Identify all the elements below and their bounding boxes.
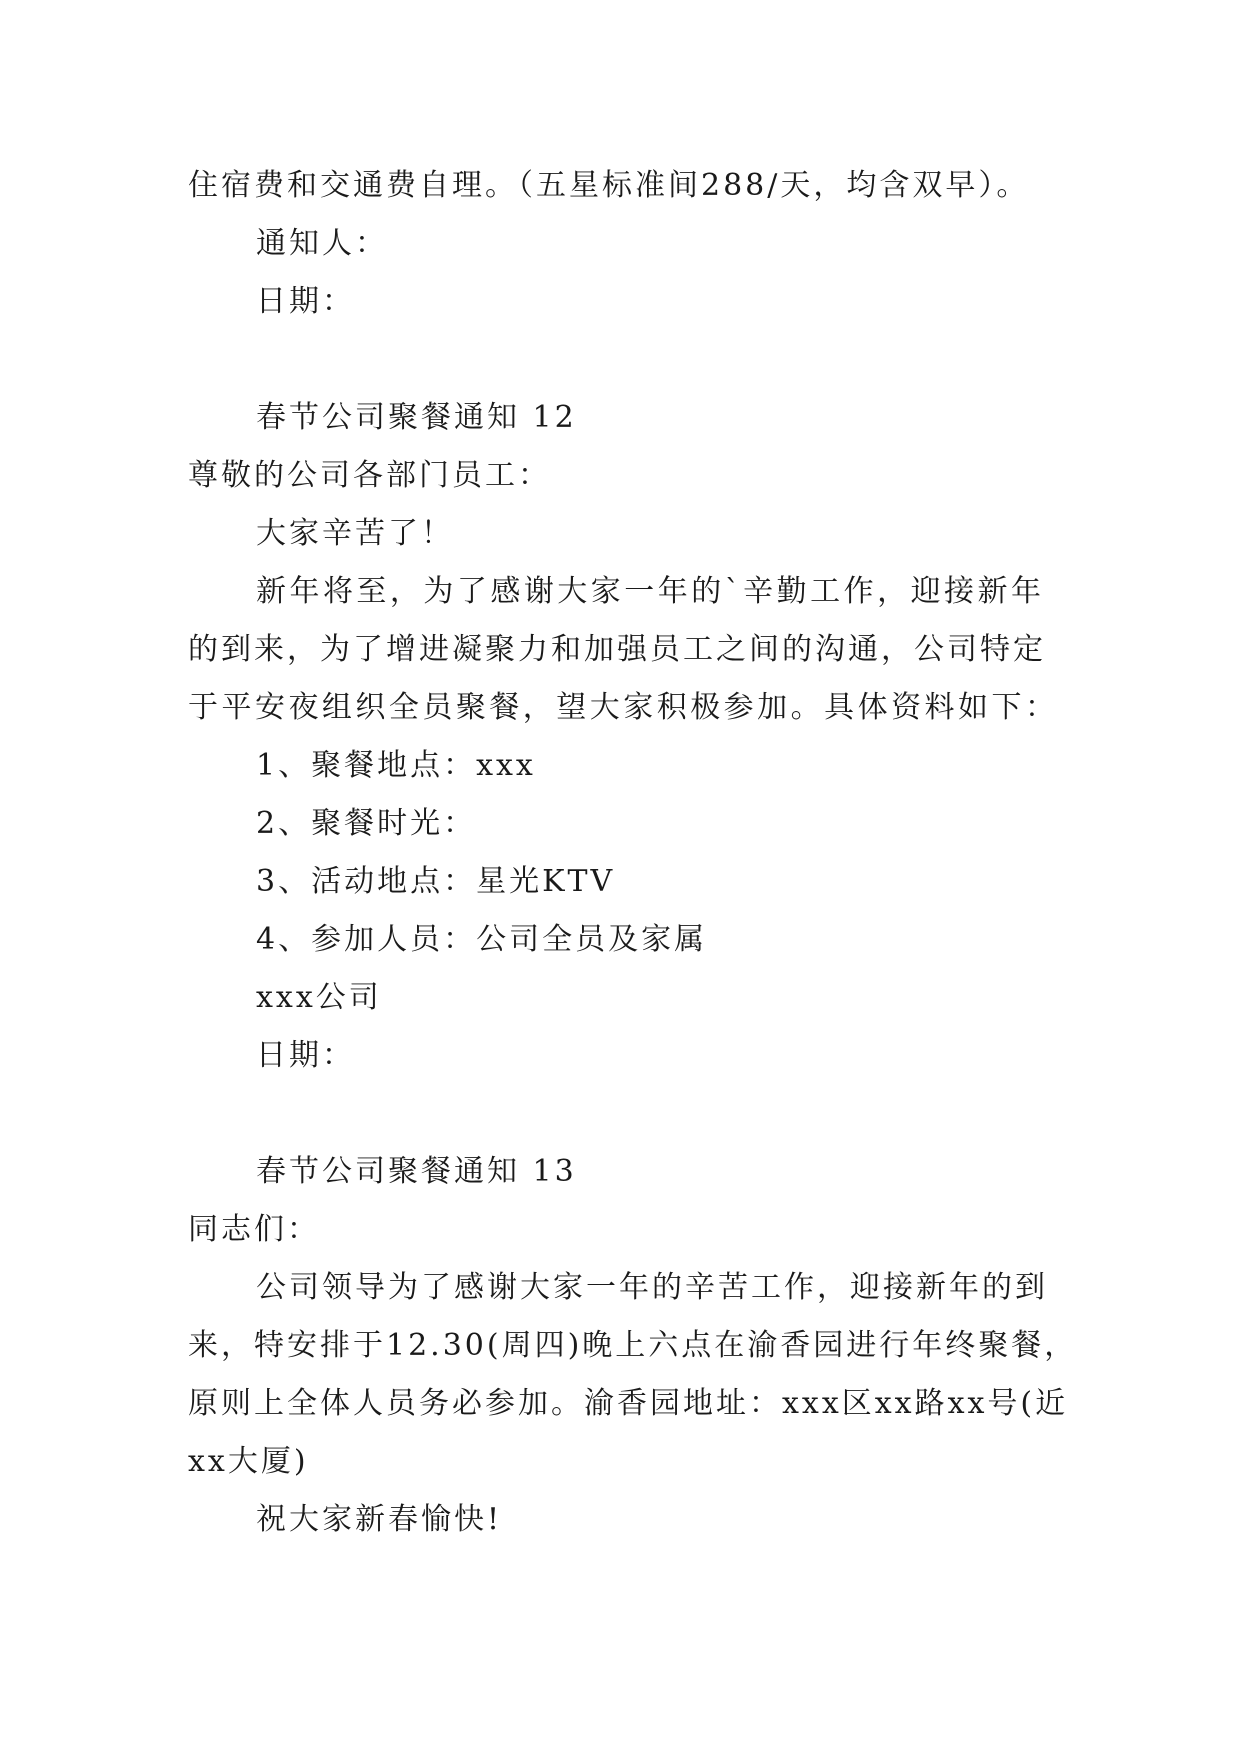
paragraph-line: 大家辛苦了！ xyxy=(256,516,454,551)
list-item: 4、参加人员：公司全员及家属 xyxy=(256,922,708,957)
paragraph-line: 住宿费和交通费自理。（五星标准间288/天，均含双早）。 xyxy=(188,168,1030,203)
paragraph-line: 原则上全体人员务必参加。渝香园地址：xxx区xx路xx号(近 xyxy=(188,1386,1069,1421)
paragraph-line: 来，特安排于12.30(周四)晚上六点在渝香园进行年终聚餐， xyxy=(188,1328,1078,1363)
date-label: 日期： xyxy=(256,284,355,319)
section-title: 春节公司聚餐通知 13 xyxy=(256,1154,577,1189)
closing-line: 祝大家新春愉快! xyxy=(256,1502,503,1537)
list-item: 3、活动地点：星光KTV xyxy=(256,864,616,899)
paragraph-line: 公司领导为了感谢大家一年的辛苦工作，迎接新年的到 xyxy=(256,1270,1048,1305)
list-item: 2、聚餐时光： xyxy=(256,806,477,841)
salutation: 尊敬的公司各部门员工： xyxy=(188,458,551,493)
paragraph-line: 新年将至，为了感谢大家一年的`辛勤工作，迎接新年 xyxy=(256,574,1044,609)
date-label: 日期： xyxy=(256,1038,355,1073)
paragraph-line: 于平安夜组织全员聚餐，望大家积极参加。具体资料如下： xyxy=(188,690,1058,725)
paragraph-line: xx大厦) xyxy=(188,1444,309,1479)
section-title: 春节公司聚餐通知 12 xyxy=(256,400,577,435)
paragraph-line: 的到来，为了增进凝聚力和加强员工之间的沟通，公司特定 xyxy=(188,632,1046,667)
salutation: 同志们： xyxy=(188,1212,320,1247)
signature-company: xxx公司 xyxy=(256,980,382,1015)
list-item: 1、聚餐地点：xxx xyxy=(256,748,536,783)
notifier-label: 通知人： xyxy=(256,226,388,261)
